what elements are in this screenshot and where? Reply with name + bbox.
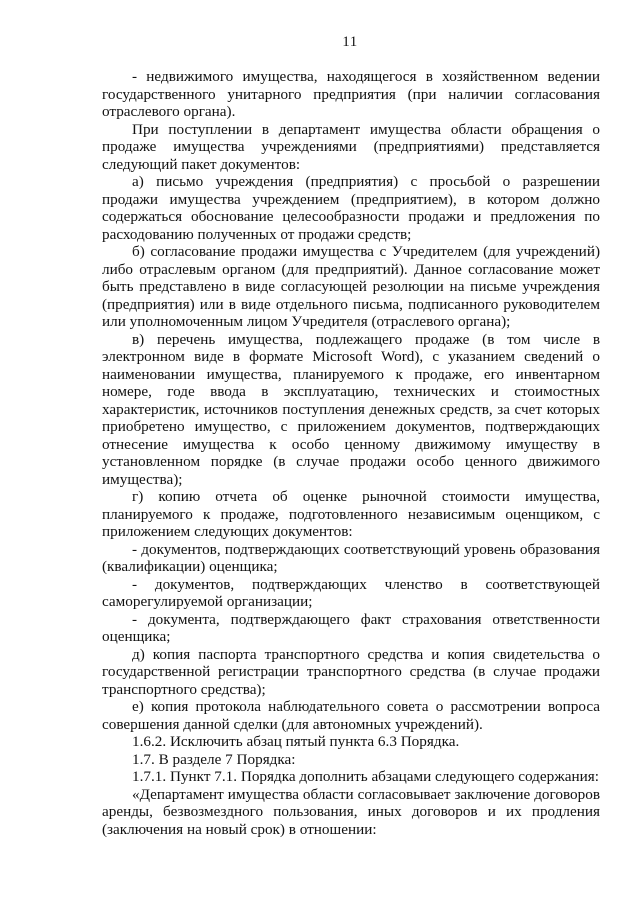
paragraph: 1.7. В разделе 7 Порядка: [132, 750, 296, 768]
paragraph: 1.7.1. Пункт 7.1. Порядка дополнить абзацами следующего содержания: [132, 768, 599, 785]
paragraph: д) копия паспорта транспортного средства и копия свидетельства о государственной регистрации транспортного средства (в случае продажи транспортного средства); [102, 645, 600, 698]
paragraph: - документов, подтверждающих соответствующий уровень образования (квалификации) оценщика; [102, 540, 600, 575]
paragraph: - недвижимого имущества, находящегося в хозяйственном ведении государственного унитарного предприятия (при наличии согласования отраслевого органа). [102, 68, 600, 120]
paragraph: - документа, подтверждающего факт страхования ответственности оценщика; [102, 610, 600, 645]
page-number: 11 [342, 34, 358, 50]
paragraph: «Департамент имущества области согласовывает заключение договоров аренды, безвозмездного пользования, иных договоров и их продления (заключения на новый срок) в отношении: [102, 785, 600, 838]
paragraph: 1.6.2. Исключить абзац пятый пункта 6.3 Порядка. [132, 733, 460, 750]
paragraph: а) письмо учреждения (предприятия) с просьбой о разрешении продажи имущества учреждением (предприятием), в котором должно содержаться обоснование целесообразности продажи и предложения по расходованию полученных от продажи средств; [102, 173, 600, 243]
paragraph: г) копию отчета об оценке рыночной стоимости имущества, планируемого к продаже, подготовленного независимым оценщиком, с приложением следующих документов: [102, 488, 600, 540]
document-body [102, 68, 600, 838]
paragraph: При поступлении в департамент имущества области обращения о продаже имущества учреждениями (предприятиями) представляется следующий пакет документов: [102, 120, 600, 173]
paragraph: б) согласование продажи имущества с Учредителем (для учреждений) либо отраслевым органом (для предприятий). Данное согласование может быть представлено в виде согласующей резолюции на письме учреждения (предприятия) или в виде отдельного письма, подписанного руководителем или уполномоченным лицом Учредителя (отраслевого органа); [102, 243, 600, 330]
paragraph: в) перечень имущества, подлежащего продаже (в том числе в электронном виде в формате Microsoft Word), с указанием сведений о наименовании имущества, планируемого к продаже, его инвентарном номере, годе ввода в эксплуатацию, технических и стоимостных характеристик, источников поступления денежных средств, за счет которых приобретено имущество, с приложением документов, подтверждающих отнесение имущества к особо ценному движимому имуществу в установленном порядке (в случае продажи особо ценного движимого имущества); [102, 330, 600, 488]
paragraph: е) копия протокола наблюдательного совета о рассмотрении вопроса совершения данной сделки (для автономных учреждений). [102, 698, 600, 733]
paragraph: - документов, подтверждающих членство в соответствующей саморегулируемой организации; [102, 575, 600, 610]
